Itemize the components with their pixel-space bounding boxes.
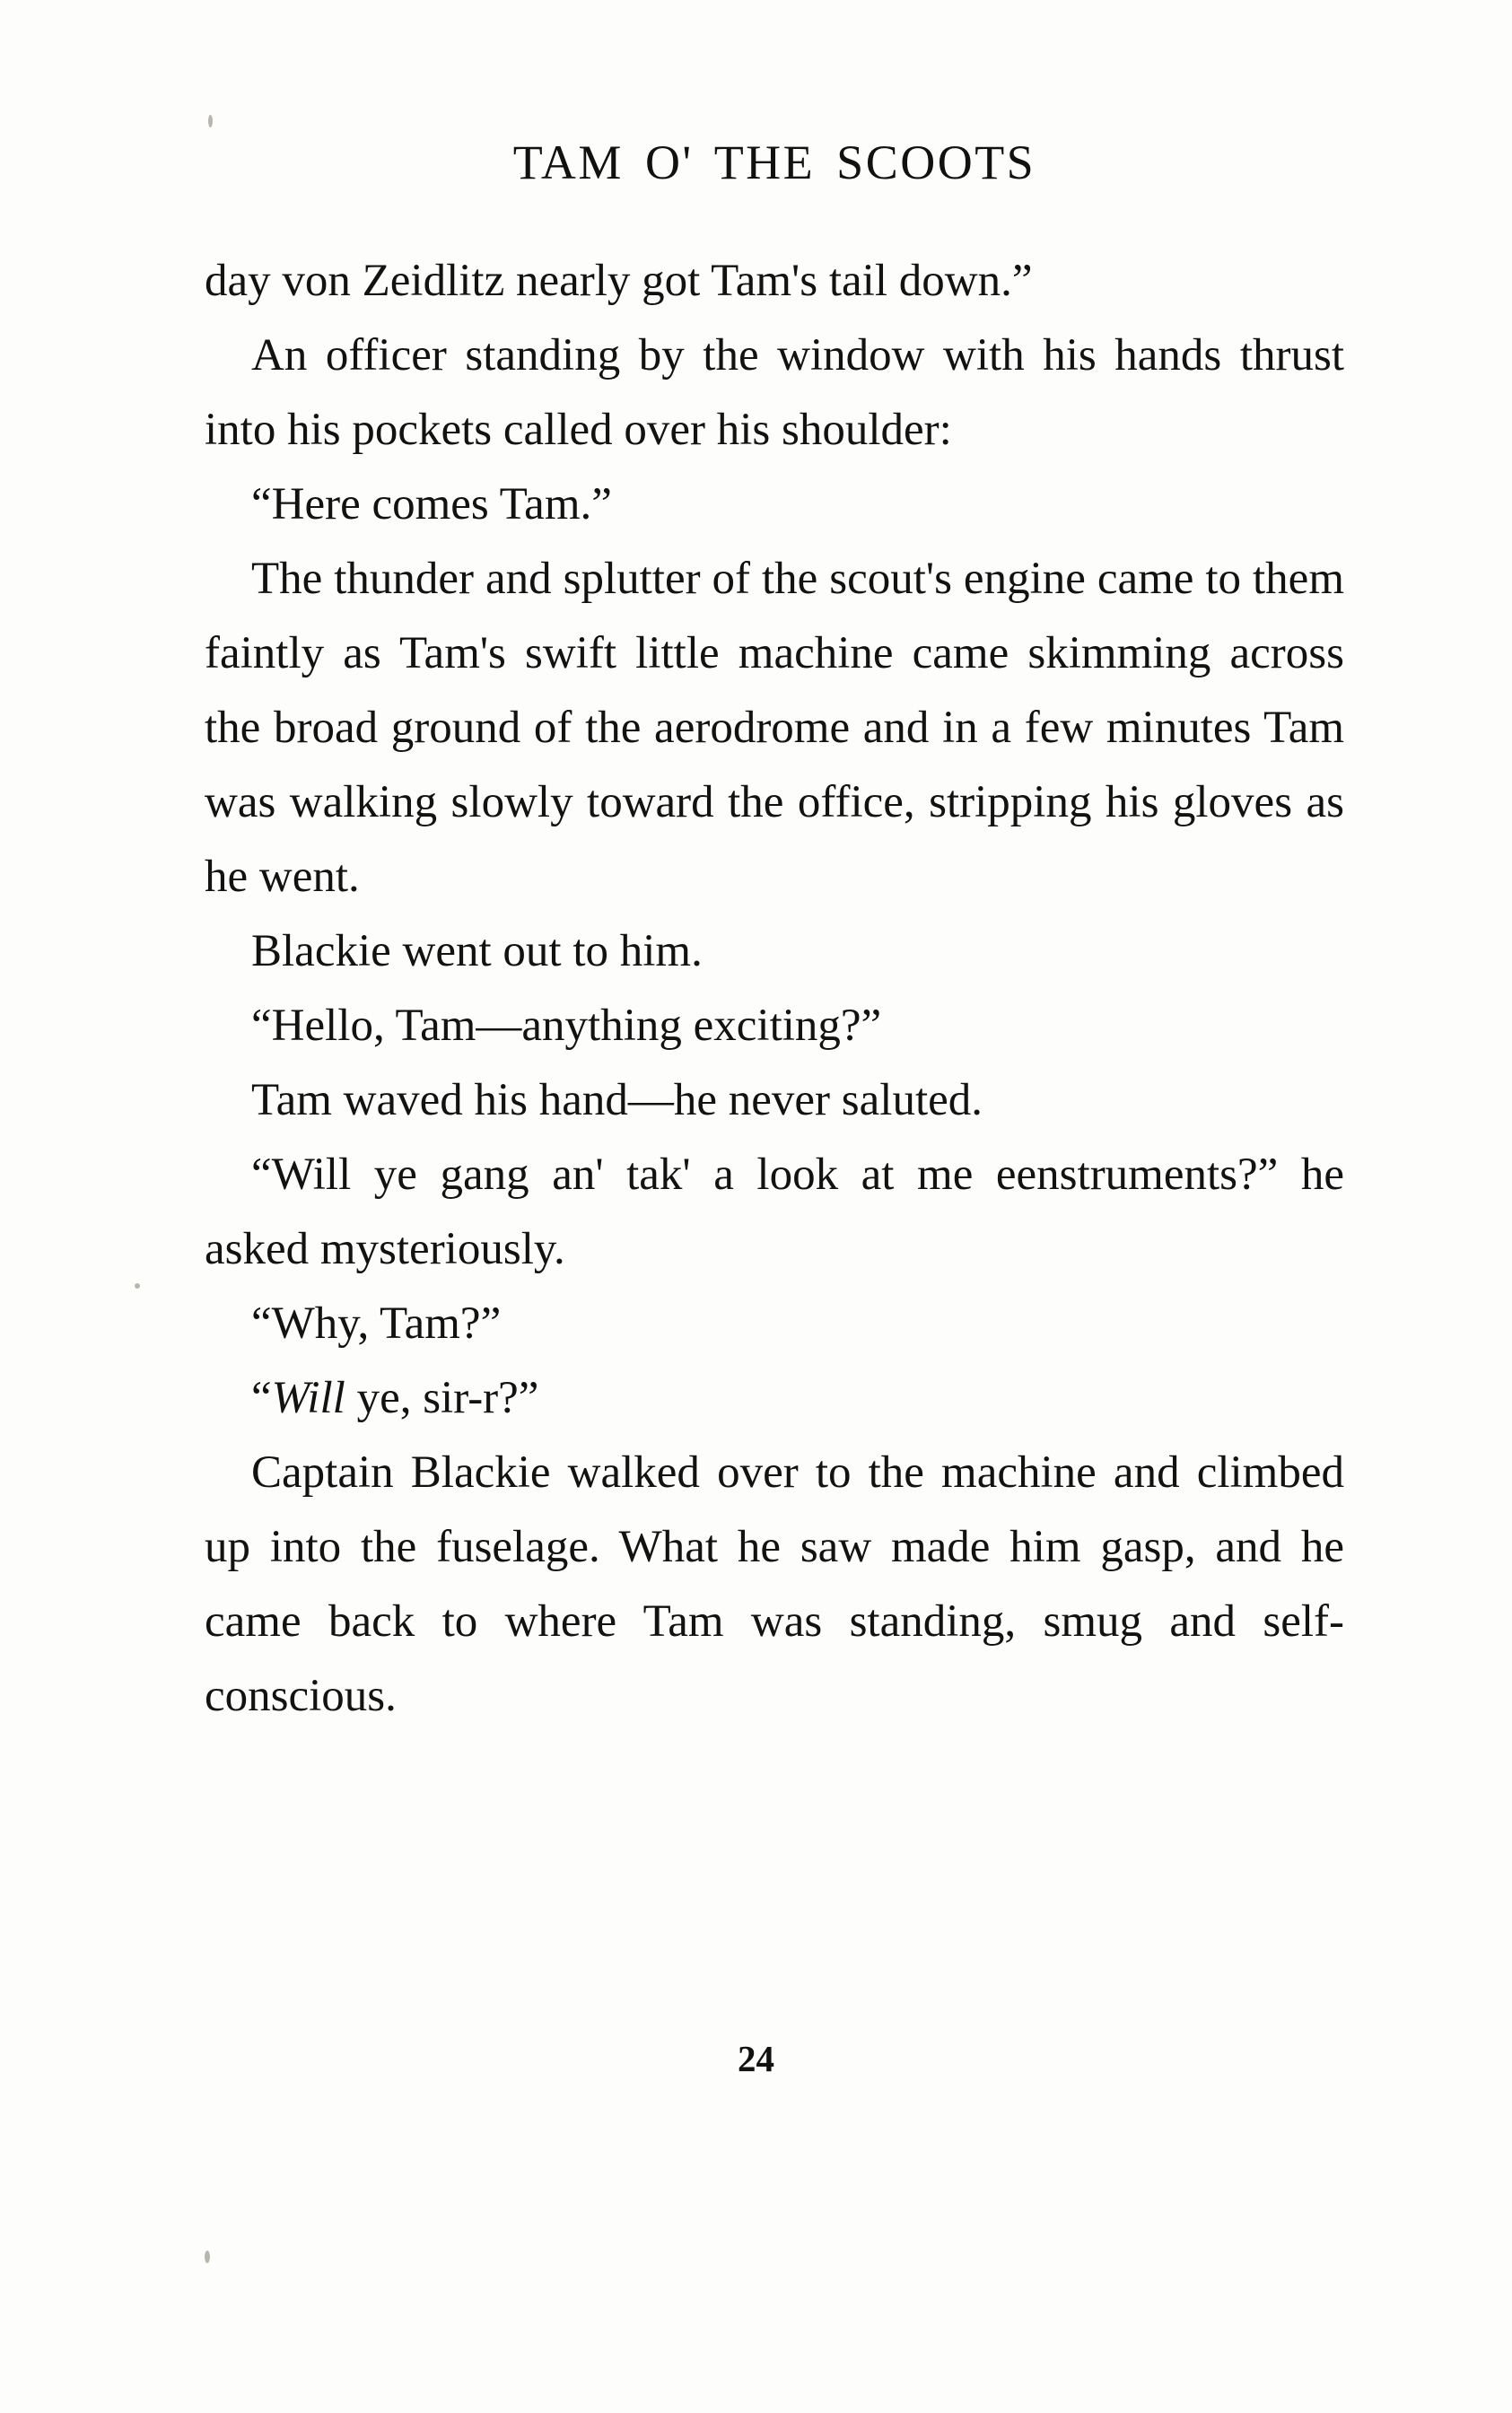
paragraph: “Why, Tam?”	[251, 1298, 502, 1349]
paragraph: The thunder and splutter of the scout's engine came to them faintly as Tam's swift little machine came skimming across the broad ground of the aerodrome and in a few minutes Tam was walking slowly toward the office, stripping his gloves as he went.	[205, 554, 1344, 902]
paper-speck	[135, 1283, 140, 1289]
paper-speck	[208, 115, 213, 127]
paragraph: An officer standing by the window with his hands thrust into his pockets called over his shoulder:	[205, 330, 1344, 455]
paragraph: Tam waved his hand—he never saluted.	[251, 1075, 983, 1125]
page-content	[205, 135, 1344, 1734]
paper-speck	[205, 2251, 210, 2263]
body-text	[205, 244, 1344, 1734]
paragraph: Captain Blackie walked over to the machine and climbed up into the fuselage. What he saw made him gasp, and he came back to where Tam was standing, smug and self-conscious.	[205, 1447, 1344, 1721]
paragraph: “Will ye, sir-r?”	[251, 1373, 539, 1423]
paragraph: “Here comes Tam.”	[251, 479, 612, 529]
running-head: TAM O' THE SCOOTS	[512, 136, 1036, 189]
paragraph: “Hello, Tam—anything exciting?”	[251, 1001, 882, 1051]
paragraph: day von Zeidlitz nearly got Tam's tail down.”	[205, 256, 1033, 306]
page-number: 24	[738, 2038, 774, 2079]
paragraph: “Will ye gang an' tak' a look at me eenstruments?” he asked mysteriously.	[205, 1150, 1344, 1274]
paragraph: Blackie went out to him.	[251, 926, 703, 976]
